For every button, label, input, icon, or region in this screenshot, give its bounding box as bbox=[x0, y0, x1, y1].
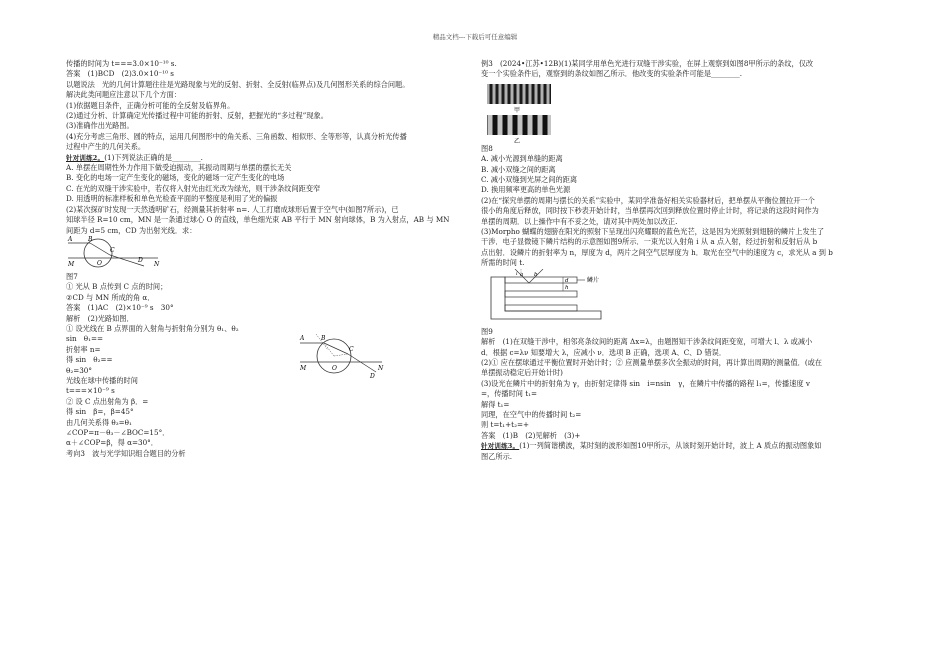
label-D: D bbox=[370, 372, 375, 380]
label-b: b bbox=[534, 271, 538, 278]
label-N: N bbox=[154, 260, 160, 268]
text-line: =，传播时间 t₁= bbox=[481, 389, 538, 399]
label-scale: 鳞片 bbox=[587, 276, 600, 284]
text-line: 图乙所示. bbox=[481, 451, 513, 461]
text-line: (3)准确作出光路图。 bbox=[66, 121, 134, 131]
label-C: C bbox=[349, 345, 354, 353]
question-line bbox=[481, 441, 885, 451]
sub-question: ②CD 与 MN 所成的角 α． bbox=[66, 292, 155, 302]
fringe-yi bbox=[487, 115, 551, 135]
scale-structure-diagram bbox=[481, 269, 631, 327]
text-line: 干涉．电子显微镜下鳞片结构的示意图如图9所示．一束光以入射角 i 从 a 点入射，经过折射和反射后从 b bbox=[481, 237, 818, 247]
label-a: a bbox=[520, 271, 524, 278]
option-b: B. 减小双缝之间的距离 bbox=[481, 164, 556, 174]
text-line: 单摆的周期．以上操作中有不妥之处，请对其中两处加以改正. bbox=[481, 216, 678, 226]
text-line: (1)依据题目条件，正确分析可能的全反射及临界角。 bbox=[66, 100, 235, 110]
text-line: (3)设光在鳞片中的折射角为 γ，由折射定律得 sin i=nsin γ，在鳞片中传播的路程 l₁=，传播速度 v bbox=[481, 378, 810, 388]
sub-question: ① 光从 B 点传到 C 点的时间； bbox=[66, 282, 168, 292]
fringe-patterns bbox=[485, 82, 555, 144]
section-heading: 考向3 波与光学知识组合题目的分析 bbox=[66, 448, 186, 458]
option-d: D. 用透明的标准样板和单色光检查平面的平整度是利用了光的偏振 bbox=[66, 194, 278, 204]
text-line: ② 设 C 点出射角为 β．= bbox=[66, 396, 149, 406]
page-header: 精品文档---下载后可任意编辑 bbox=[432, 33, 518, 41]
analysis-line: 解析 (2)光路如图． bbox=[66, 313, 134, 323]
text-line: t===×10⁻⁹ s bbox=[66, 386, 115, 396]
option-b: B. 变化的电场一定产生变化的磁场，变化的磁场一定产生变化的电场 bbox=[66, 173, 285, 183]
option-a: A. 单摆在周期性外力作用下做受迫振动，其振动周期与单摆的摆长无关 bbox=[66, 163, 292, 173]
text-line: ① 设光线在 B 点界面的入射角与折射角分别为 θ₁、θ₂ bbox=[66, 323, 239, 333]
text-line: (2)通过分析、计算确定光传播过程中可能的折射、反射，把握光的“多过程”现象。 bbox=[66, 111, 328, 121]
solution-block bbox=[66, 324, 470, 459]
answer-line: 答案 (1)B (2)见解析 (3)+ bbox=[481, 430, 581, 440]
light-path-diagram bbox=[298, 330, 386, 380]
text-line: 很小的角度后释放，同时按下秒表开始计时，当单摆再次回到释放位置时停止计时，将记录的这段时间作为 bbox=[481, 206, 819, 216]
answer-line: 答案 (1)AC (2)×10⁻⁹ s 30° bbox=[66, 303, 174, 313]
text-line: (3)Morpho 蝴蝶的翅膀在阳光的照射下呈现出闪亮耀眼的蓝色光芒，这是因为光照射到翅膀的鳞片上发生了 bbox=[481, 227, 825, 237]
label-i: i bbox=[516, 270, 518, 277]
figure-7 bbox=[66, 236, 470, 272]
figure-9 bbox=[481, 269, 885, 327]
text-line: sin θ₁== bbox=[66, 334, 104, 344]
question-line bbox=[66, 153, 470, 163]
text-line: 传播的时间为 t===3.0×10⁻¹⁰ s. bbox=[66, 59, 177, 68]
text-line: 光线在球中传播的时间 bbox=[66, 375, 138, 385]
text-line: (2)① 应在摆球通过平衡位置时开始计时；② 应测量单摆多次全振动的时间，再计算出周期的测量值．(或在 bbox=[481, 357, 822, 367]
fringe-jia bbox=[487, 84, 551, 104]
text-line: 解决此类问题应注意以下几个方面： bbox=[66, 90, 182, 100]
label-O: O bbox=[332, 364, 337, 372]
right-column bbox=[481, 59, 885, 462]
text-line: (4)充分考虑三角形、圆的特点，运用几何图形中的角关系、三角函数、相似形、全等形等，认真分析光传播 bbox=[66, 131, 407, 141]
left-column bbox=[66, 59, 470, 459]
label-C: C bbox=[110, 246, 115, 254]
text-line: 则 t=t₁+t₂=+ bbox=[481, 420, 529, 430]
label-M: M bbox=[300, 364, 307, 372]
label-N: N bbox=[378, 364, 384, 372]
sphere-diagram bbox=[66, 236, 166, 272]
answer-line: 答案 (1)BCD (2)3.0×10⁻¹⁰ s bbox=[66, 69, 174, 79]
figure-caption: 图8 bbox=[481, 143, 493, 153]
label-B: B bbox=[88, 235, 93, 243]
text-line: 得 sin β=，β=45° bbox=[66, 407, 134, 417]
text-line: (2)在“探究单摆的周期与摆长的关系”实验中，某同学准备好相关实验器材后，把单摆从平衡位置拉开一个 bbox=[481, 195, 815, 205]
question-text: (1)下列说法正确的是________. bbox=[104, 152, 203, 162]
figure-caption: 图7 bbox=[66, 271, 78, 281]
text-line: 折射率 n= bbox=[66, 344, 101, 354]
figure-8 bbox=[485, 82, 885, 144]
text-line: 点出射．设鳞片的折射率为 n，厚度为 d，两片之间空气层厚度为 h．取光在空气中的速度为 c，求光从 a 到 b bbox=[481, 247, 833, 257]
text-line: θ₂=30° bbox=[66, 365, 92, 375]
text-line: 间距为 d=5 cm，CD 为出射光线．求： bbox=[66, 225, 197, 235]
option-d: D. 换用频率更高的单色光源 bbox=[481, 185, 571, 195]
label-jia: 甲 bbox=[513, 106, 521, 114]
text-line: ∠COP=π－θ₃－∠BOC=15°． bbox=[66, 428, 170, 437]
label-d: d bbox=[565, 277, 569, 284]
text-line: d．根据 c=λν 知要增大 λ，应减小 ν．选项 B 正确，选项 A、C、D 错误． bbox=[481, 347, 727, 357]
label-A: A bbox=[68, 235, 73, 243]
analysis-line: 解析 (1)在双缝干涉中，相邻亮条纹间的距离 Δx=λ，由题图知干涉条纹间距变宽，可增大 l、λ 或减小 bbox=[481, 337, 813, 347]
label-O: O bbox=[97, 259, 102, 267]
label-D: D bbox=[138, 256, 143, 264]
text-line: 过程中产生的几何关系。 bbox=[66, 142, 146, 152]
option-c: C. 减小双缝到光屏之间的距离 bbox=[481, 175, 578, 185]
option-c: C. 在光的双缝干涉实验中，若仅将入射光由红光改为绿光，则干涉条纹间距变窄 bbox=[66, 183, 321, 193]
text-line: 由几何关系得 θ₃=θ₁ bbox=[66, 417, 132, 427]
text-line: 所需的时间 t. bbox=[481, 258, 525, 268]
label-M: M bbox=[68, 260, 75, 268]
label-A: A bbox=[300, 334, 305, 342]
question-text: (1)一列简谐横波，某时刻的波形如图10甲所示，从该时刻开始计时，波上 A 质点的振动图象如 bbox=[519, 441, 822, 451]
text-line: 以题说法 光的几何计算题往往是光路现象与光的反射、折射、全反射(临界点)及几何图形关系的综合问题。 bbox=[66, 79, 410, 89]
label-B: B bbox=[321, 334, 326, 342]
label-yi: 乙 bbox=[513, 137, 521, 144]
example-line: 变一个实验条件后，观察到的条纹如图乙所示．他改变的实验条件可能是________. bbox=[481, 69, 743, 79]
practice-tag: 针对训练2。 bbox=[66, 153, 105, 162]
figure-caption: 图9 bbox=[481, 326, 493, 336]
practice-tag: 针对训练3。 bbox=[481, 442, 520, 451]
example-line: 例3 (2024•江苏•12B)(1)某同学用单色光进行双缝干涉实验，在屏上观察到如图8甲所示的条纹，仅改 bbox=[481, 59, 814, 68]
label-h: h bbox=[565, 284, 569, 291]
text-line: 知球半径 R=10 cm，MN 是一条通过球心 O 的直线，单色细光束 AB 平行于 MN 射向球体，B 为入射点，AB 与 MN bbox=[66, 215, 450, 225]
text-line: 同理，在空气中的传播时间 t₂= bbox=[481, 409, 582, 419]
text-line: 单摆振动稳定后开始计时) bbox=[481, 368, 563, 378]
text-line: (2)某次探矿时发现一天然透明矿石，经测量其折射率 n=. 人工打磨成球形后置于空气中(如图7所示)，已 bbox=[66, 204, 399, 214]
option-a: A. 减小光源到单缝的距离 bbox=[481, 154, 563, 164]
text-line: 得 sin θ₂== bbox=[66, 355, 113, 365]
text-line: α＋∠COP=β，得 α=30°． bbox=[66, 438, 158, 448]
text-line: 解得 t₁= bbox=[481, 399, 510, 409]
